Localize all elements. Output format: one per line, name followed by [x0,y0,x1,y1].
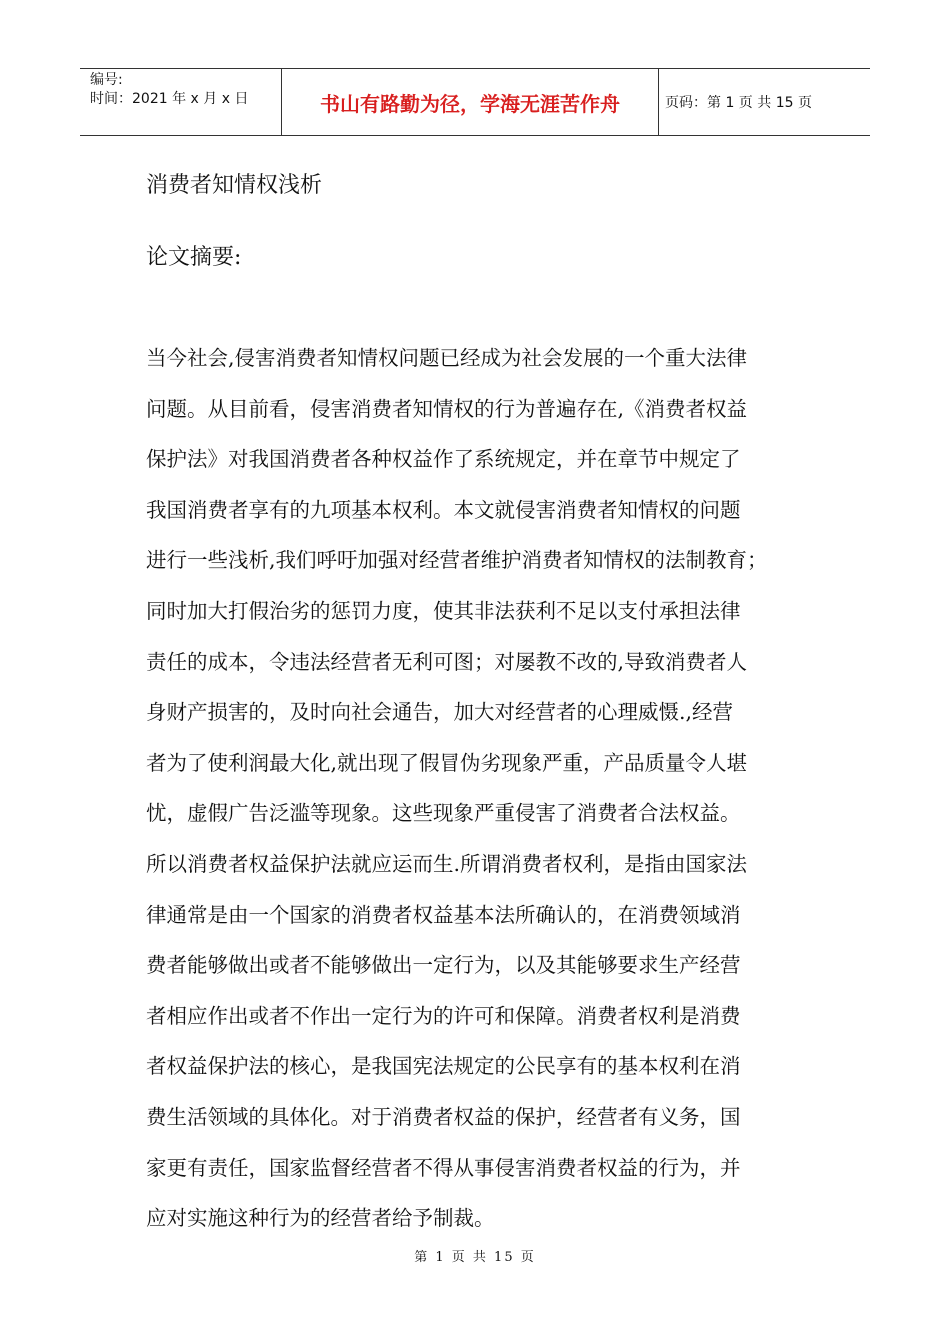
page-header [80,68,870,136]
serial-number-label: 编号: [90,72,123,88]
body-line: 所以消费者权益保护法就应运而生.所谓消费者权利，是指由国家法 [146,851,748,876]
body-line: 家更有责任，国家监督经营者不得从事侵害消费者权益的行为，并 [146,1155,741,1180]
body-line: 者相应作出或者不作出一定行为的许可和保障。消费者权利是消费 [146,1003,741,1028]
motto-text: 书山有路勤为径，学海无涯苦作舟 [320,91,620,116]
body-line: 费者能够做出或者不能够做出一定行为，以及其能够要求生产经营 [146,953,741,978]
date-line: 时间：2021 年 x 月 x 日 [90,91,249,107]
body-line: 我国消费者享有的九项基本权利。本文就侵害消费者知情权的问题 [146,497,741,522]
abstract-body [146,338,826,1249]
body-line: 身财产损害的，及时向社会通告，加大对经营者的心理威慑.,经营 [146,700,734,725]
body-line: 当今社会,侵害消费者知情权问题已经成为社会发展的一个重大法律 [146,346,748,370]
body-line: 保护法》对我国消费者各种权益作了系统规定，并在章节中规定了 [146,447,741,472]
body-line: 责任的成本，令违法经营者无利可图；对屡教不改的,导致消费者人 [146,649,748,674]
body-line: 费生活领域的具体化。对于消费者权益的保护，经营者有义务，国 [146,1104,741,1129]
body-line: 者权益保护法的核心，是我国宪法规定的公民享有的基本权利在消 [146,1054,741,1079]
header-meta-cell [80,69,282,135]
body-line: 同时加大打假治劣的惩罚力度，使其非法获利不足以支付承担法律 [146,598,741,623]
page-footer [0,1246,950,1265]
abstract-label: 论文摘要: [146,245,242,270]
header-motto-cell [282,69,659,135]
body-line: 进行一些浅析,我们呼吁加强对经营者维护消费者知情权的法制教育； [146,548,768,573]
body-line: 应对实施这种行为的经营者给予制裁。 [146,1206,495,1231]
document-title: 消费者知情权浅析 [146,173,323,198]
body-line: 忧，虚假广告泛滥等现象。这些现象严重侵害了消费者合法权益。 [146,801,741,826]
footer-page-number: 第 1 页 共 15 页 [414,1250,536,1265]
header-page-cell [659,69,870,135]
body-line: 者为了使利润最大化,就出现了假冒伪劣现象严重，产品质量令人堪 [146,750,748,775]
body-line: 问题。从目前看，侵害消费者知情权的行为普遍存在,《消费者权益 [146,396,748,421]
header-page-info: 页码：第 1 页 共 15 页 [665,95,812,111]
body-line: 律通常是由一个国家的消费者权益基本法所确认的，在消费领域消 [146,902,741,927]
